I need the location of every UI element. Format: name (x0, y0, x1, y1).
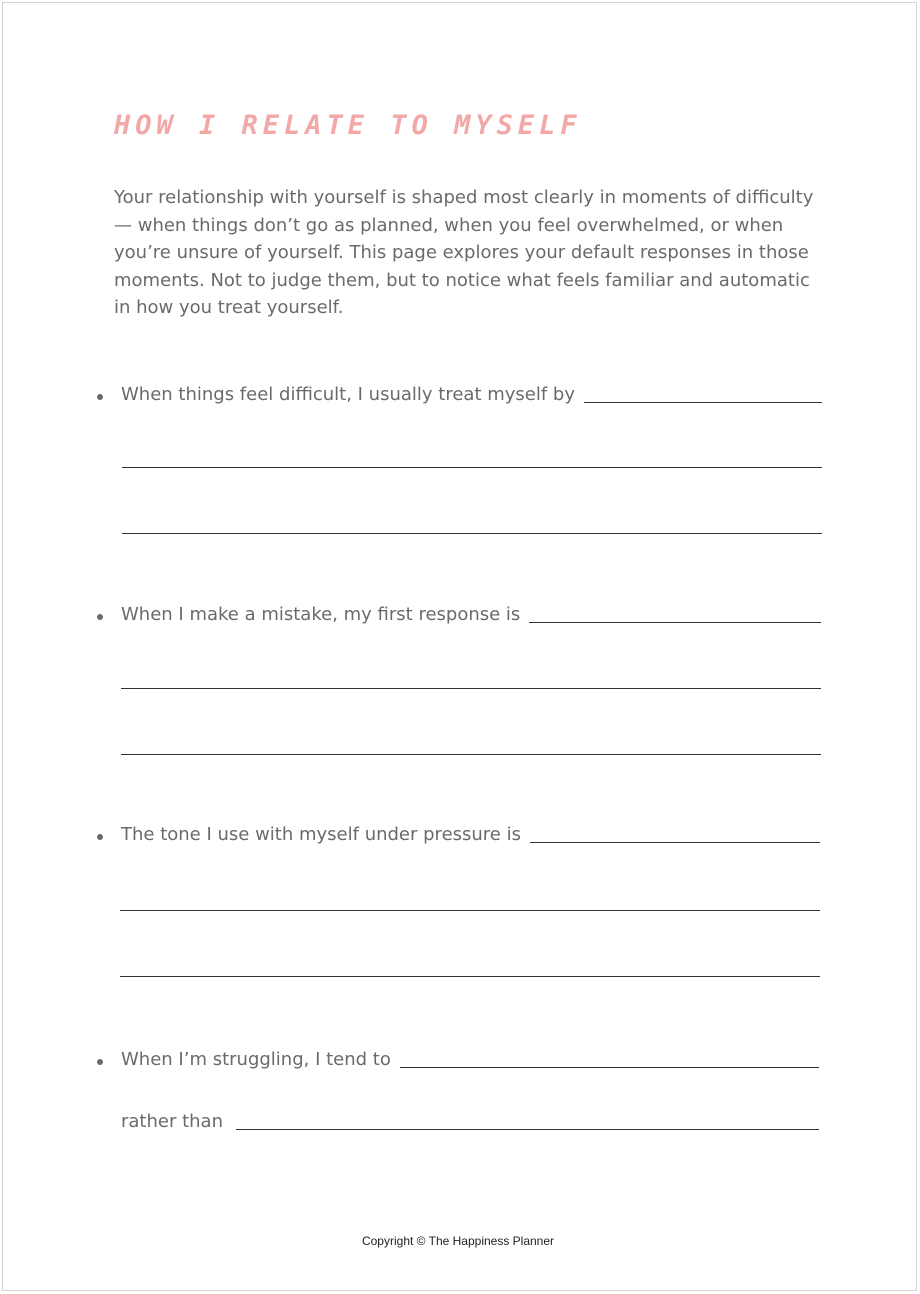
answer-line[interactable] (120, 910, 820, 911)
prompt-followup-label: rather than (121, 1111, 223, 1132)
bullet-icon (97, 1059, 103, 1065)
prompt-label: The tone I use with myself under pressure is (121, 824, 521, 845)
prompt-struggling (121, 1043, 819, 1073)
bullet-icon (97, 614, 103, 620)
answer-line[interactable] (584, 402, 822, 403)
page-title: HOW I RELATE TO MYSELF (114, 110, 582, 141)
prompt-rather-than (121, 1105, 819, 1135)
answer-line[interactable] (529, 622, 821, 623)
answer-line[interactable] (121, 688, 821, 689)
answer-line[interactable] (122, 467, 822, 468)
prompt-label: When I make a mistake, my first response is (121, 604, 521, 625)
prompt-difficult (121, 378, 822, 408)
prompt-tone (121, 818, 820, 848)
answer-line[interactable] (122, 533, 822, 534)
copyright-footer: Copyright © The Happiness Planner (361, 1234, 555, 1248)
answer-line[interactable] (530, 842, 820, 843)
answer-line[interactable] (121, 754, 821, 755)
prompt-label: When I’m struggling, I tend to (121, 1049, 391, 1070)
prompt-mistake (121, 598, 821, 628)
bullet-icon (97, 834, 103, 840)
answer-line[interactable] (236, 1129, 819, 1130)
answer-line[interactable] (120, 976, 820, 977)
intro-paragraph: Your relationship with yourself is shaped most clearly in moments of difficulty — when things don’t go as planned, when you feel overwhelmed, or when you’re unsure of yourself. This page explores your default responses in those moments. Not to judge them, but to notice what feels familiar and automatic in how you treat yourself. (114, 187, 814, 318)
prompt-label: When things feel difficult, I usually treat myself by (121, 384, 576, 405)
bullet-icon (97, 394, 103, 400)
answer-line[interactable] (400, 1067, 819, 1068)
